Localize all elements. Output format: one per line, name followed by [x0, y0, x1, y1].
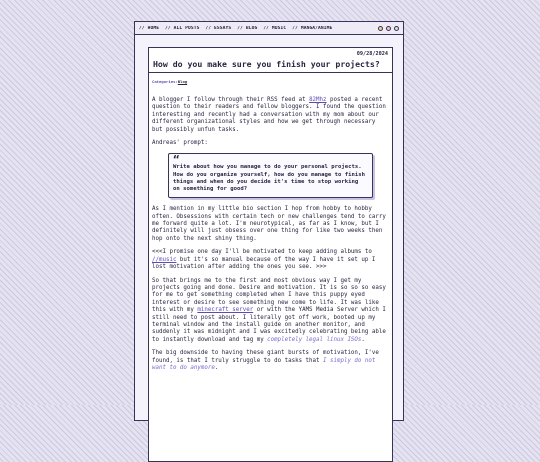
title-bar [135, 22, 403, 35]
paragraph-5-text-c: . [361, 336, 365, 343]
post-header [148, 47, 393, 72]
paragraph-5 [152, 278, 389, 345]
nav-blog[interactable]: // BLOG [237, 25, 258, 31]
link-minecraft-server[interactable]: minecraft server [197, 307, 254, 314]
nav-manga-anime[interactable]: // MANGA/ANIME [292, 25, 333, 31]
paragraph-5-italic: completely legal linux ISOs [267, 336, 362, 343]
close-icon[interactable] [394, 26, 399, 31]
post-title: How do you make sure you finish your projects? [153, 59, 380, 69]
paragraph-6 [152, 350, 389, 372]
post-body [148, 72, 393, 462]
window-controls [378, 26, 399, 31]
paragraph-6-text-a: The big downside to having these giant bursts of motivation, I've found, is that I truly struggle to do tasks that [152, 350, 379, 364]
maximize-icon[interactable] [386, 26, 391, 31]
paragraph-4-text-b: but it's so manual because of the way I have it set up I lost motivation after adding the ones you see. >>> [152, 256, 376, 271]
post-date: 09/28/2024 [356, 51, 388, 57]
paragraph-6-italic: I simply do not want to do anymore [152, 357, 376, 371]
categories [152, 79, 389, 84]
category-link-blog[interactable]: Blog [177, 79, 188, 85]
paragraph-5-text-b: or with the YAMS Media Server which I still need to post about. I literally got off work, booted up my terminal window and the install guide on another monitor, and suddenly it was midnight and I was excitedly celebrating being able to instantly download and tag my [152, 307, 386, 343]
nav-music[interactable]: // MUSIC [263, 25, 287, 31]
nav-essays[interactable]: // ESSAYS [205, 25, 232, 31]
post-container [148, 47, 393, 462]
paragraph-4 [152, 249, 389, 271]
browser-window [134, 21, 404, 421]
paragraph-1 [152, 97, 389, 134]
categories-label: Categories: [152, 79, 178, 85]
paragraph-2: Andreas' prompt: [152, 140, 208, 147]
nav-all-posts[interactable]: // ALL POSTS [165, 25, 200, 31]
prompt-quote [168, 153, 373, 198]
paragraph-6-text-b: . [214, 364, 219, 371]
paragraph-1-text-b: posted a recent question to their readers and fellow bloggers. I found the question interesting and recently had a conversation with my mom about our different organizational styles and how we get through necessary but possibly unfun tasks. [152, 97, 386, 133]
nav-bar [139, 26, 378, 31]
link-music[interactable]: //music [152, 256, 177, 263]
paragraph-4-text-a: <<<I promise one day I'll be motivated to keep adding albums to [152, 249, 372, 256]
nav-home[interactable]: // HOME [139, 25, 160, 31]
minimize-icon[interactable] [378, 26, 383, 31]
paragraph-5-text-a: So that brings me to the first and most obvious way I get my projects going and done. Desire and motivation. It is so so so easy for me to get something completed when I have this puppy eyed interest or desire to see something new come to life. It was like this with my [152, 277, 386, 314]
quote-text: Write about how you manage to do your personal projects. How do you organize yourself, how do you manage to finish things and when do you decide it's time to stop working on something for good? [173, 164, 365, 193]
paragraph-1-text-a: A blogger I follow through their RSS feed at [152, 97, 310, 104]
quote-icon: “ [173, 153, 180, 167]
link-82mhz[interactable]: 82Mhz [309, 97, 327, 104]
paragraph-3: As I mention in my little bio section I hop from hobby to hobby often. Obsessions with certain tech or new challenges tend to carry me forward quite a lot. I'm neurotypical, as far as I know, but I definitely will just obsess over one thing for like two weeks then hop onto the next shiny thing. [152, 206, 386, 242]
